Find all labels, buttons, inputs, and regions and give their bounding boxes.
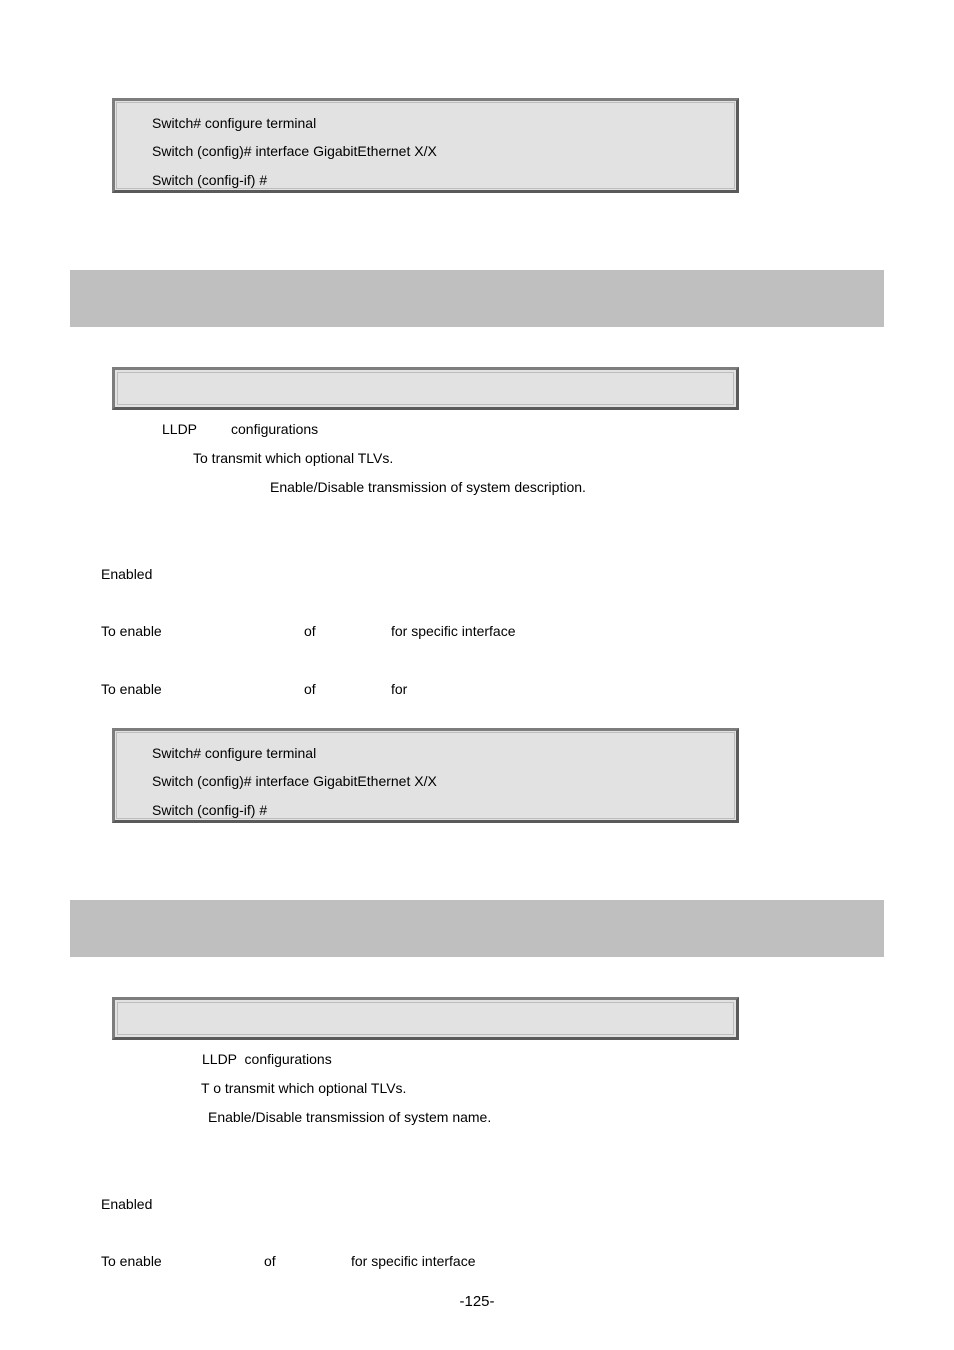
- transmit-description: T o transmit which optional TLVs.: [201, 1080, 407, 1096]
- code-line: Switch# configure terminal: [152, 115, 317, 131]
- code-line: Switch (config-if) #: [152, 172, 268, 188]
- lldp-configurations-label: LLDP configurations: [202, 1051, 332, 1067]
- default-value: Enabled: [101, 566, 153, 582]
- section-heading-bar: [70, 270, 884, 327]
- code-example-box: [112, 728, 739, 823]
- code-line: Switch (config-if) #: [152, 802, 268, 818]
- code-line: Switch (config)# interface GigabitEthernet X/X: [152, 143, 437, 159]
- enable-disable-description: Enable/Disable transmission of system name.: [208, 1109, 492, 1125]
- page-number: -125-: [459, 1293, 495, 1310]
- code-line: Switch (config)# interface GigabitEthernet X/X: [152, 773, 437, 789]
- example-text: of: [304, 681, 316, 697]
- transmit-description: To transmit which optional TLVs.: [193, 450, 394, 466]
- usage-text: To enable: [101, 623, 162, 639]
- code-line: Switch# configure terminal: [152, 745, 317, 761]
- example-text: To enable: [101, 681, 162, 697]
- usage-text: of: [304, 623, 316, 639]
- usage-text: for specific interface: [391, 623, 516, 639]
- section-heading-bar: [70, 900, 884, 957]
- default-value: Enabled: [101, 1196, 153, 1212]
- usage-text: of: [264, 1253, 276, 1269]
- command-syntax-box: [112, 997, 739, 1040]
- code-example-box: [112, 98, 739, 193]
- command-syntax-box: [112, 367, 739, 410]
- usage-text: for specific interface: [351, 1253, 476, 1269]
- usage-text: To enable: [101, 1253, 162, 1269]
- example-text: for: [391, 681, 408, 697]
- lldp-label: LLDP: [162, 421, 198, 437]
- enable-disable-description: Enable/Disable transmission of system description.: [270, 479, 586, 495]
- configurations-label: configurations: [231, 421, 319, 437]
